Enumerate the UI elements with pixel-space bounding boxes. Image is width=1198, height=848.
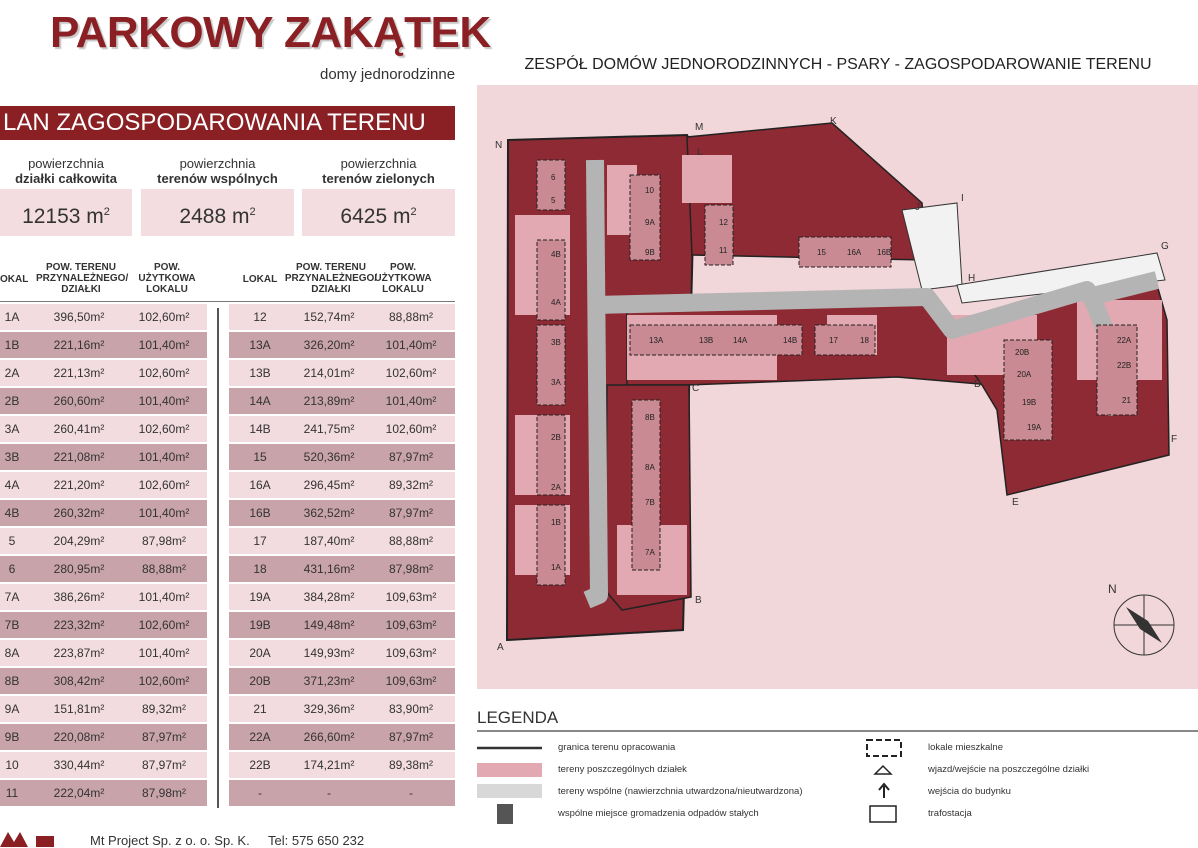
- legend-item-waste: wspólne miejsce gromadzenia odpadów stałych: [558, 808, 759, 819]
- unit-label: 22A: [1117, 336, 1132, 345]
- point-label-d: D: [974, 379, 982, 390]
- unit-label: 13A: [649, 336, 664, 345]
- table-row: [229, 360, 455, 386]
- unit-label: 4B: [551, 250, 561, 259]
- cell-lokal: 19B: [249, 618, 271, 632]
- stat-unit: 2: [249, 206, 256, 218]
- cell-uzytkowa: 87,97m²: [388, 730, 434, 744]
- cell-lokal: 20A: [249, 646, 271, 660]
- table-row: [0, 388, 207, 414]
- stat-label-top: powierzchnia: [340, 156, 417, 171]
- cell-uzytkowa: 101,40m²: [138, 450, 190, 464]
- cell-teren: 386,26m²: [53, 590, 105, 604]
- common-area: [902, 203, 962, 290]
- stat-label-green: [302, 156, 455, 186]
- cell-uzytkowa: 89,32m²: [141, 702, 187, 716]
- table-row: [0, 472, 207, 498]
- cell-teren: 241,75m²: [303, 422, 355, 436]
- table-row: [229, 472, 455, 498]
- unit-label: 3A: [551, 378, 561, 387]
- brand-subtitle: domy jednorodzinne: [320, 66, 456, 83]
- legend-title: LEGENDA: [477, 708, 559, 727]
- cell-lokal: 3A: [4, 422, 20, 436]
- stat-label-top: powierzchnia: [179, 156, 256, 171]
- cell-uzytkowa: 101,40m²: [138, 394, 190, 408]
- cell-teren: 260,41m²: [53, 422, 105, 436]
- unit-label: 21: [1122, 396, 1131, 405]
- th-lokal-right: LOKAL: [242, 274, 278, 285]
- table-row: [0, 640, 207, 666]
- unit-label: 1B: [551, 518, 561, 527]
- cell-teren: 221,08m²: [53, 450, 105, 464]
- cell-lokal: 1A: [4, 310, 20, 324]
- cell-lokal: 20B: [249, 674, 271, 688]
- table-row: [229, 612, 455, 638]
- cell-uzytkowa: -: [409, 786, 413, 800]
- cell-teren: 220,08m²: [53, 730, 105, 744]
- unit-label: 16A: [847, 248, 862, 257]
- point-label-i: I: [961, 193, 964, 204]
- stat-value-common: [141, 189, 294, 236]
- cell-uzytkowa: 109,63m²: [385, 646, 437, 660]
- cell-uzytkowa: 88,88m²: [388, 534, 434, 548]
- legend-item-boundary: granica terenu opracowania: [558, 742, 676, 753]
- cell-lokal: 8A: [4, 646, 20, 660]
- table-row: [229, 556, 455, 582]
- unit-label: 3B: [551, 338, 561, 347]
- cell-teren: 296,45m²: [303, 478, 355, 492]
- table-row: [0, 752, 207, 778]
- cell-lokal: 10: [5, 758, 19, 772]
- cell-teren: 221,16m²: [53, 338, 105, 352]
- stat-value: 2488 m: [179, 205, 250, 228]
- unit-label: 5: [551, 196, 556, 205]
- cell-lokal: 9B: [4, 730, 20, 744]
- table-row: [229, 528, 455, 554]
- cell-teren: 187,40m²: [303, 534, 355, 548]
- cell-uzytkowa: 101,40m²: [138, 646, 190, 660]
- th-teren-right: POW. TERENU PRZYNALEŻNEGO/ DZIAŁKI: [284, 262, 378, 295]
- th-lokal-left: OKAL: [0, 274, 29, 285]
- unit-label: 17: [829, 336, 838, 345]
- unit-label: 13B: [699, 336, 714, 345]
- cell-lokal: 16B: [249, 506, 271, 520]
- stat-label-top: powierzchnia: [28, 156, 104, 171]
- cell-uzytkowa: 101,40m²: [138, 506, 190, 520]
- legend-plot-swatch: [477, 763, 542, 777]
- point-label-c: C: [692, 383, 700, 394]
- footer-phone: Tel: 575 650 232: [268, 833, 365, 848]
- cell-uzytkowa: 102,60m²: [138, 422, 190, 436]
- cell-uzytkowa: 102,60m²: [138, 366, 190, 380]
- cell-teren: 149,48m²: [303, 618, 355, 632]
- unit-label: 14A: [733, 336, 748, 345]
- cell-lokal: 15: [253, 450, 267, 464]
- legend-item-common: tereny wspólne (nawierzchnia utwardzona/nieutwardzona): [558, 786, 803, 797]
- table-row: [229, 388, 455, 414]
- cell-teren: 266,60m²: [303, 730, 355, 744]
- cell-uzytkowa: 89,32m²: [388, 478, 434, 492]
- cell-uzytkowa: 88,88m²: [141, 562, 187, 576]
- cell-uzytkowa: 87,97m²: [388, 450, 434, 464]
- stat-label-total: [0, 156, 132, 186]
- table-row: [0, 696, 207, 722]
- unit-label: 7A: [645, 548, 655, 557]
- cell-uzytkowa: 87,97m²: [388, 506, 434, 520]
- table-row: [0, 500, 207, 526]
- table-row: [229, 640, 455, 666]
- cell-teren: 174,21m²: [303, 758, 355, 772]
- table-row: [229, 668, 455, 694]
- cell-teren: 280,95m²: [53, 562, 105, 576]
- point-label-h: H: [968, 273, 976, 284]
- stat-label-bold: terenów wspólnych: [157, 171, 278, 186]
- cell-uzytkowa: 83,90m²: [388, 702, 434, 716]
- cell-lokal: 4A: [4, 478, 20, 492]
- stat-value-green: [302, 189, 455, 236]
- table-row: [229, 444, 455, 470]
- brand-title: PARKOWY ZAKĄTEK: [50, 8, 491, 57]
- unit-label: 4A: [551, 298, 561, 307]
- legend-item-transformer: trafostacja: [928, 808, 972, 819]
- cell-lokal: 1B: [4, 338, 20, 352]
- cell-uzytkowa: 88,88m²: [388, 310, 434, 324]
- cell-teren: 384,28m²: [303, 590, 355, 604]
- cell-teren: 362,52m²: [303, 506, 355, 520]
- table-row: [0, 416, 207, 442]
- cell-teren: 152,74m²: [303, 310, 355, 324]
- legend-waste-icon: [497, 804, 513, 824]
- table-row: [229, 500, 455, 526]
- cell-uzytkowa: 89,38m²: [388, 758, 434, 772]
- cell-lokal: 9A: [4, 702, 20, 716]
- stat-unit: 2: [410, 206, 417, 218]
- plot-light: [682, 155, 732, 203]
- legend-divider: [477, 730, 1198, 732]
- legend-item-houses: lokale mieszkalne: [928, 742, 1003, 753]
- cell-teren: 326,20m²: [303, 338, 355, 352]
- cell-uzytkowa: 87,97m²: [141, 758, 187, 772]
- stat-value-total: [0, 189, 132, 236]
- cell-teren: 329,36m²: [303, 702, 355, 716]
- unit-label: 18: [860, 336, 869, 345]
- table-row: [0, 332, 207, 358]
- table-row: [0, 780, 207, 806]
- cell-uzytkowa: 87,98m²: [141, 534, 187, 548]
- cell-teren: 330,44m²: [53, 758, 105, 772]
- cell-lokal: 13A: [249, 338, 271, 352]
- cell-teren: 371,23m²: [303, 674, 355, 688]
- compass-label: N: [1108, 582, 1117, 596]
- point-label-a: A: [497, 642, 504, 653]
- unit-label: 9B: [645, 248, 655, 257]
- table-row: [229, 724, 455, 750]
- table-row: [0, 612, 207, 638]
- table-row: [0, 304, 207, 330]
- table-row: [229, 696, 455, 722]
- table-row: [0, 556, 207, 582]
- company-logo-icon: [0, 826, 60, 847]
- unit-label: 14B: [783, 336, 798, 345]
- table-row: [229, 416, 455, 442]
- point-label-k: K: [830, 116, 837, 127]
- point-label-g: G: [1161, 241, 1169, 252]
- unit-label: 12: [719, 218, 728, 227]
- cell-lokal: 22B: [249, 758, 271, 772]
- plan-title-banner: LAN ZAGOSPODAROWANIA TERENU: [0, 106, 455, 140]
- cell-lokal: 18: [253, 562, 267, 576]
- unit-label: 19B: [1022, 398, 1037, 407]
- legend-common-swatch: [477, 784, 542, 798]
- table-row: [229, 332, 455, 358]
- point-label-n: N: [495, 140, 503, 151]
- cell-uzytkowa: 102,60m²: [385, 422, 437, 436]
- cell-lokal: 17: [253, 534, 267, 548]
- cell-teren: 151,81m²: [53, 702, 105, 716]
- cell-lokal: 22A: [249, 730, 271, 744]
- point-label-e: E: [1012, 497, 1019, 508]
- th-teren-left: POW. TERENU PRZYNALEŻNEGO/ DZIAŁKI: [36, 262, 129, 295]
- point-label-m: M: [695, 122, 704, 133]
- stat-label-bold: terenów zielonych: [322, 171, 435, 186]
- unit-label: 16B: [877, 248, 892, 257]
- table-row: [0, 360, 207, 386]
- legend-transformer-icon: [870, 806, 896, 822]
- cell-lokal: 7B: [4, 618, 20, 632]
- cell-teren: 396,50m²: [53, 310, 105, 324]
- cell-teren: 223,87m²: [53, 646, 105, 660]
- cell-uzytkowa: 102,60m²: [138, 618, 190, 632]
- footer-company: Mt Project Sp. z o. o. Sp. K.: [90, 833, 250, 848]
- unit-label: 7B: [645, 498, 655, 507]
- unit-label: 9A: [645, 218, 655, 227]
- unit-label: 10: [645, 186, 654, 195]
- unit-label: 22B: [1117, 361, 1132, 370]
- cell-lokal: -: [258, 786, 262, 800]
- cell-lokal: 11: [5, 786, 19, 800]
- table-row: [0, 724, 207, 750]
- compass-icon: [1108, 582, 1174, 655]
- point-label-f: F: [1171, 434, 1178, 445]
- cell-lokal: 21: [253, 702, 267, 716]
- cell-uzytkowa: 109,63m²: [385, 618, 437, 632]
- cell-uzytkowa: 87,97m²: [141, 730, 187, 744]
- legend-building-entry-icon: [879, 784, 889, 798]
- cell-uzytkowa: 102,60m²: [138, 478, 190, 492]
- cell-uzytkowa: 102,60m²: [138, 674, 190, 688]
- cell-uzytkowa: 109,63m²: [385, 590, 437, 604]
- stat-value: 6425 m: [340, 205, 411, 228]
- cell-lokal: 14B: [249, 422, 271, 436]
- table-row: [0, 528, 207, 554]
- cell-lokal: 2A: [4, 366, 20, 380]
- cell-teren: 431,16m²: [303, 562, 355, 576]
- cell-teren: 213,89m²: [303, 394, 355, 408]
- stat-unit: 2: [103, 206, 110, 218]
- cell-teren: 520,36m²: [303, 450, 355, 464]
- site-plan-svg: [477, 85, 1198, 689]
- cell-uzytkowa: 101,40m²: [385, 394, 437, 408]
- cell-lokal: 19A: [249, 590, 271, 604]
- cell-lokal: 4B: [4, 506, 20, 520]
- cell-lokal: 8B: [4, 674, 20, 688]
- stat-label-common: [141, 156, 294, 186]
- stat-value: 12153 m: [22, 205, 104, 228]
- cell-teren: 222,04m²: [53, 786, 105, 800]
- map-title: ZESPÓŁ DOMÓW JEDNORODZINNYCH - PSARY - ZAGOSPODAROWANIE TERENU: [524, 56, 1152, 73]
- cell-lokal: 6: [8, 562, 16, 576]
- unit-label: 20B: [1015, 348, 1030, 357]
- cell-teren: 223,32m²: [53, 618, 105, 632]
- table-row: [229, 584, 455, 610]
- unit-label: 19A: [1027, 423, 1042, 432]
- unit-label: 8B: [645, 413, 655, 422]
- th-uzytkowa-right: POW. UŻYTKOWA LOKALU: [374, 262, 432, 295]
- unit-label: 20A: [1017, 370, 1032, 379]
- legend-item-building-entry: wejścia do budynku: [928, 786, 1011, 797]
- cell-lokal: 7A: [4, 590, 20, 604]
- point-label-l: L: [697, 147, 703, 158]
- cell-lokal: 12: [253, 310, 267, 324]
- site-plan-map: [477, 85, 1198, 689]
- point-label-j: J: [915, 202, 920, 213]
- cell-lokal: 3B: [4, 450, 20, 464]
- cell-uzytkowa: 101,40m²: [138, 338, 190, 352]
- cell-uzytkowa: 101,40m²: [385, 338, 437, 352]
- cell-uzytkowa: 102,60m²: [385, 366, 437, 380]
- table-row: [229, 752, 455, 778]
- unit-label: 8A: [645, 463, 655, 472]
- cell-uzytkowa: 101,40m²: [138, 590, 190, 604]
- unit-label: 2A: [551, 483, 561, 492]
- cell-lokal: 16A: [249, 478, 271, 492]
- legend-entry-icon: [875, 766, 891, 774]
- cell-teren: 149,93m²: [303, 646, 355, 660]
- cell-uzytkowa: 109,63m²: [385, 674, 437, 688]
- cell-teren: 221,20m²: [53, 478, 105, 492]
- legend-item-plots: tereny poszczególnych działek: [558, 764, 687, 775]
- unit-label: 1A: [551, 563, 561, 572]
- unit-label: 15: [817, 248, 826, 257]
- cell-uzytkowa: 87,98m²: [388, 562, 434, 576]
- table-row: [229, 304, 455, 330]
- cell-lokal: 13B: [249, 366, 271, 380]
- cell-lokal: 2B: [4, 394, 20, 408]
- cell-lokal: 14A: [249, 394, 271, 408]
- legend-item-entry: wjazd/wejście na poszczególne działki: [928, 764, 1090, 775]
- unit-label: 11: [719, 246, 728, 255]
- table-row: [0, 444, 207, 470]
- unit-label: 2B: [551, 433, 561, 442]
- table-center-divider: [217, 308, 219, 808]
- point-label-b: B: [695, 595, 702, 606]
- unit-label: 6: [551, 173, 556, 182]
- legend-house-icon: [867, 740, 901, 756]
- cell-uzytkowa: 102,60m²: [138, 310, 190, 324]
- th-uzytkowa-left: POW. UŻYTKOWA LOKALU: [138, 262, 196, 295]
- table-row: [0, 584, 207, 610]
- stat-label-bold: działki całkowita: [15, 171, 117, 186]
- cell-teren: 260,60m²: [53, 394, 105, 408]
- cell-teren: 260,32m²: [53, 506, 105, 520]
- table-header-divider: [0, 301, 455, 302]
- cell-teren: 204,29m²: [53, 534, 105, 548]
- table-row: [229, 780, 455, 806]
- cell-teren: 214,01m²: [303, 366, 355, 380]
- cell-teren: 221,13m²: [53, 366, 105, 380]
- cell-teren: -: [327, 786, 331, 800]
- cell-uzytkowa: 87,98m²: [141, 786, 187, 800]
- table-row: [0, 668, 207, 694]
- cell-lokal: 5: [8, 534, 16, 548]
- cell-teren: 308,42m²: [53, 674, 105, 688]
